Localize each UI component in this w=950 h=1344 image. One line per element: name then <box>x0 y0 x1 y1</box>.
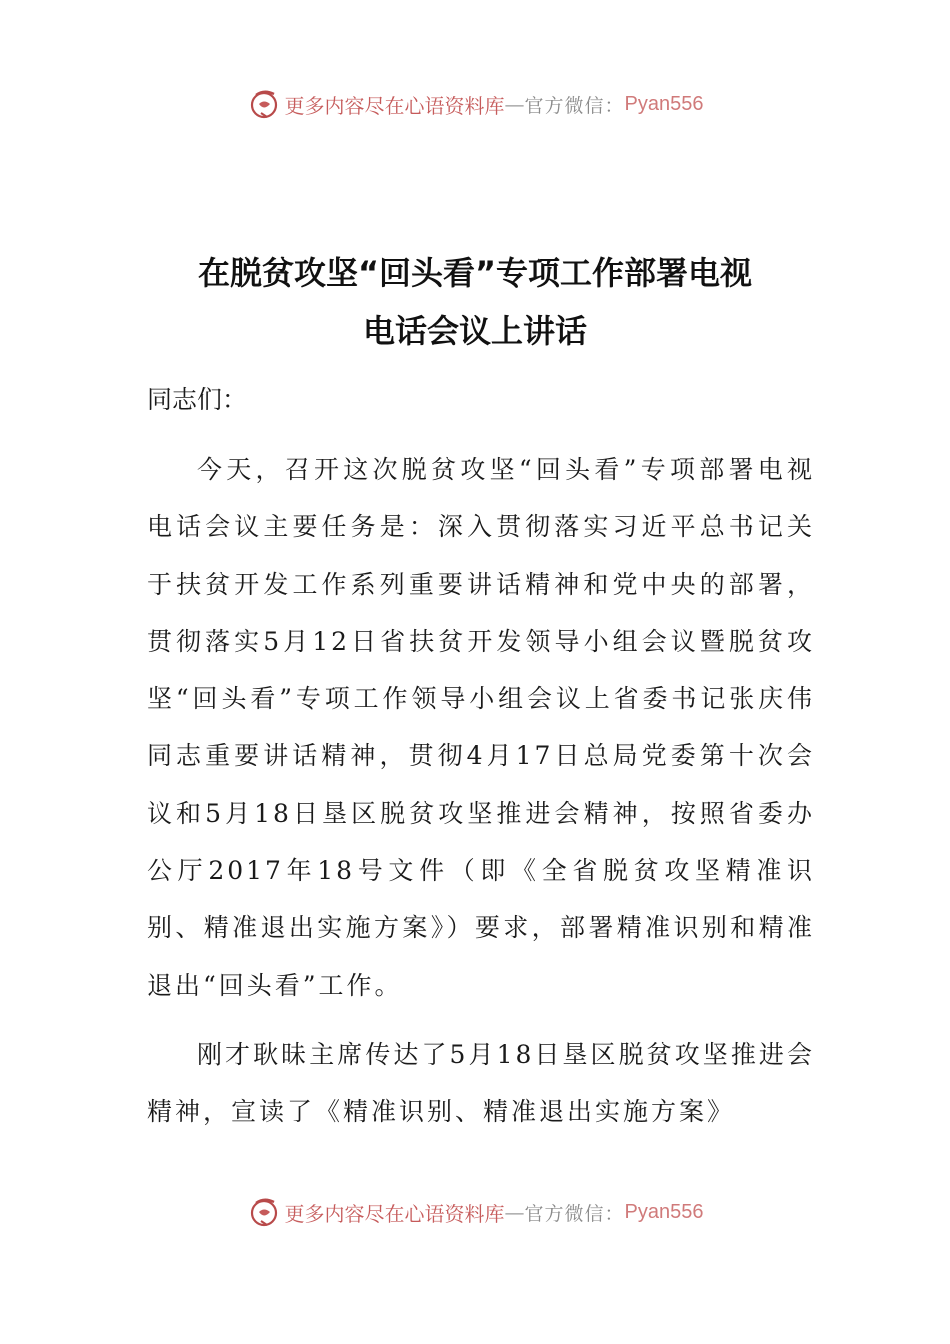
banner-site-name: 更多内容尽在心语资料库 <box>284 93 505 118</box>
document-title-line-2: 电话会议上讲话 <box>362 312 587 350</box>
banner-separator: — <box>504 1200 525 1224</box>
banner-official-label: 官方微信： <box>524 94 625 117</box>
paragraph: 今天，召开这次脱贫攻坚“回头看”专项部署电视电话会议主要任务是：深入贯彻落实习近平总书记关于扶贫开发工作系列重要讲话精神和党中央的部署，贯彻落实5月12日省扶贫开发领导小组会议暨脱贫攻坚“回头看”专项工作领导小组会议上省委书记张庆伟同志重要讲话精神，贯彻4月17日总局党委第十次会议和5月18日垦区脱贫攻坚推进会精神，按照省委办公厅2017年18号文件（即《全省脱贫攻坚精准识别、精准退出实施方案》）要求，部署精准识别和精准退出“回头看”工作。 <box>147 455 815 1000</box>
header-banner <box>0 84 950 124</box>
logo-icon <box>247 1195 281 1229</box>
banner-account-id: Pyan556 <box>624 92 704 115</box>
footer-banner <box>0 1192 950 1232</box>
banner-official-label: 官方微信： <box>524 1202 625 1225</box>
banner-account-id: Pyan556 <box>624 1200 704 1223</box>
document-title-line-1: 在脱贫攻坚“回头看”专项工作部署电视 <box>197 254 753 292</box>
paragraph: 刚才耿昧主席传达了5月18日垦区脱贫攻坚推进会精神，宣读了《精准识别、精准退出实施方案》 <box>147 1040 815 1127</box>
banner-site-name: 更多内容尽在心语资料库 <box>284 1201 505 1226</box>
banner-separator: — <box>504 92 525 116</box>
logo-icon <box>247 87 281 121</box>
salutation: 同志们： <box>147 385 248 414</box>
